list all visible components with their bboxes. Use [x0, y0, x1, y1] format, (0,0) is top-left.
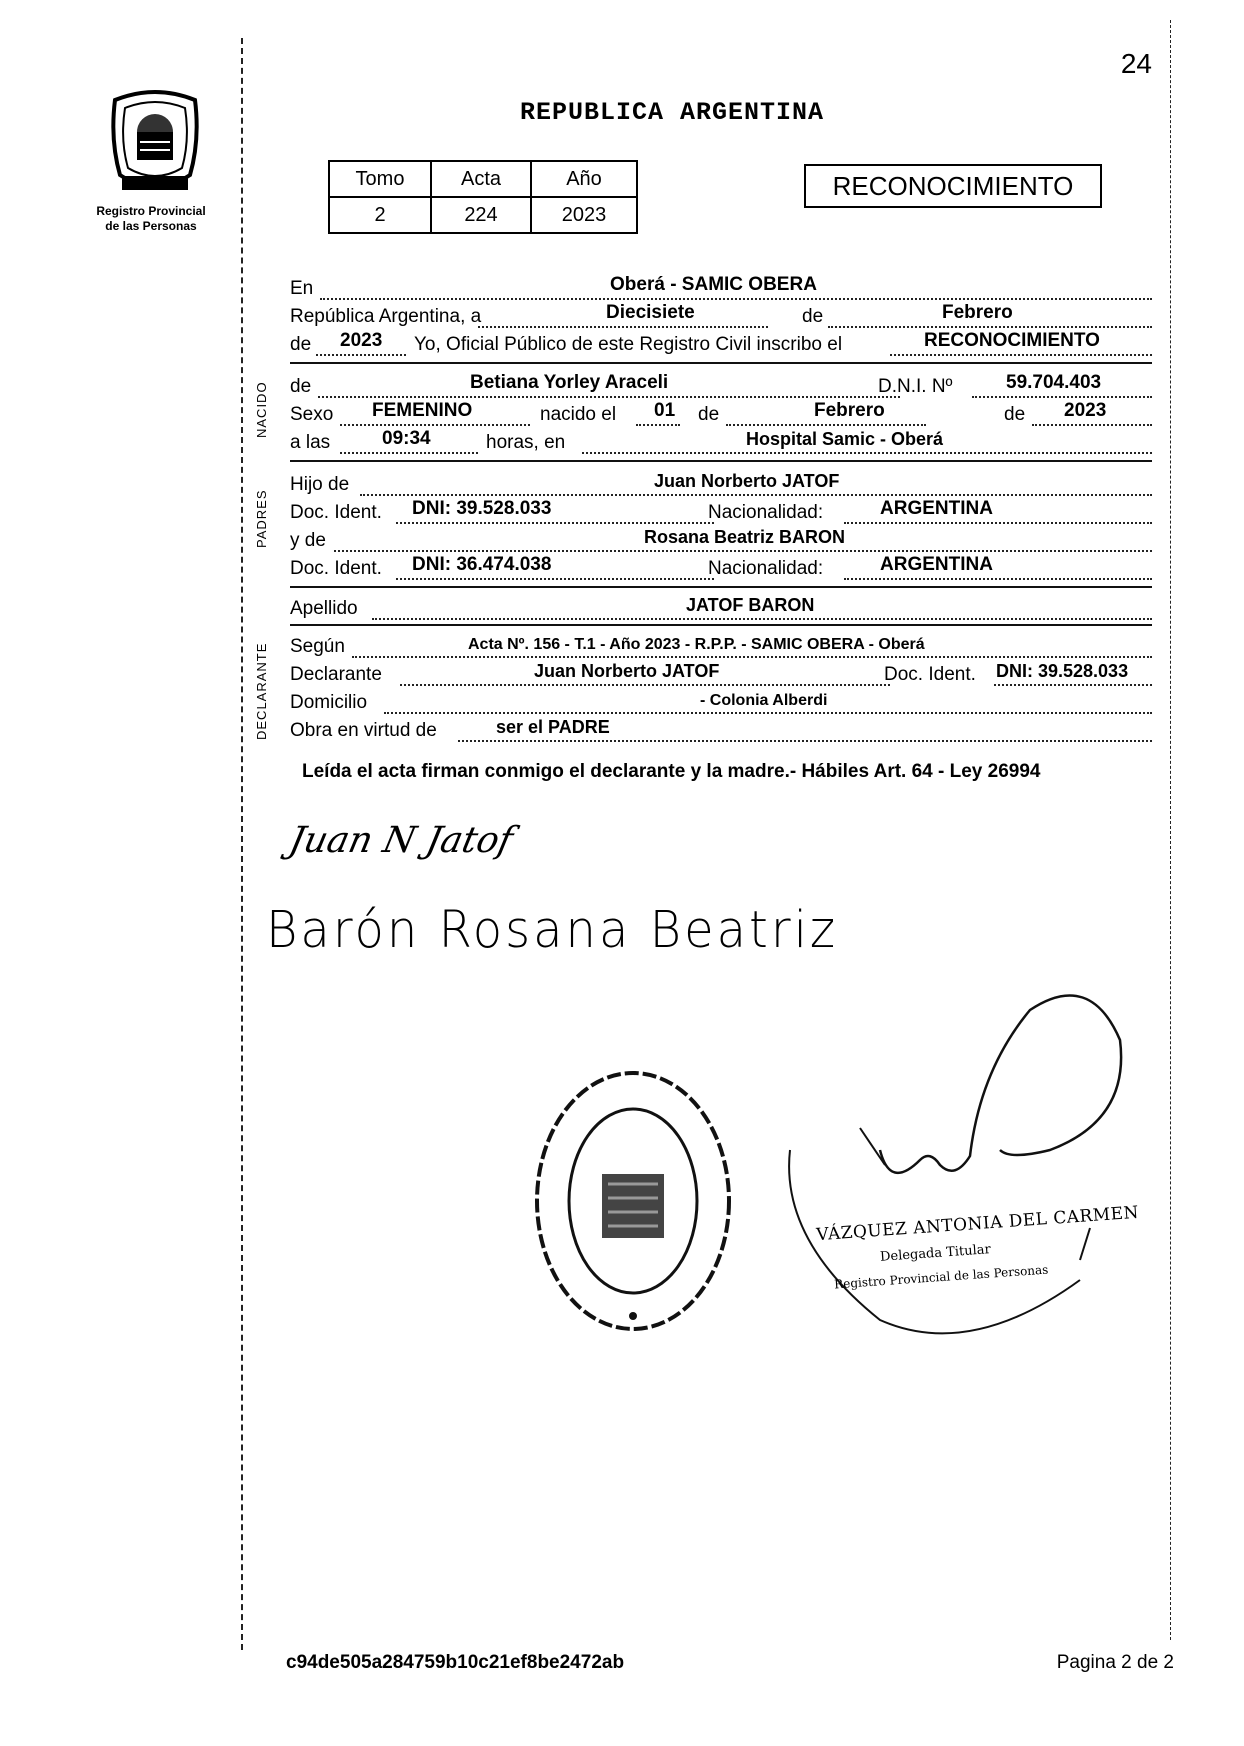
label-de3: de — [290, 376, 312, 397]
row-apellido — [290, 592, 1152, 622]
father-signature — [286, 820, 517, 861]
row-madre — [290, 524, 1152, 554]
separator-1 — [290, 362, 1152, 364]
row-sexo — [290, 398, 1152, 428]
value-segun: Acta Nº. 156 - T.1 - Año 2023 - R.P.P. - SAMIC OBERA - Oberá — [468, 636, 925, 653]
act-type-box: RECONOCIMIENTO — [804, 164, 1102, 208]
value-doc3: DNI: 39.528.033 — [996, 661, 1129, 681]
label-nacido: nacido el — [540, 404, 617, 425]
value-hora: 09:34 — [382, 428, 431, 449]
label-nac2: Nacionalidad: — [708, 558, 824, 579]
separator-4 — [290, 624, 1152, 626]
side-label-nacido: NACIDO — [254, 381, 269, 438]
official-name: VÁZQUEZ ANTONIA DEL CARMEN — [815, 1202, 1140, 1246]
value-tomo: 2 — [329, 197, 431, 233]
value-apellido: JATOF BARON — [686, 595, 815, 615]
official-role: Delegada Titular — [879, 1242, 992, 1265]
value-declarante: Juan Norberto JATOF — [534, 661, 720, 681]
label-en: En — [290, 278, 314, 299]
separator-2 — [290, 460, 1152, 462]
value-sexo: FEMENINO — [372, 400, 473, 421]
closing-text: Leída el acta firman conmigo el declarante y la madre.- Hábiles Art. 64 - Ley 26994 — [302, 761, 1041, 782]
official-signature-stamp — [760, 980, 1140, 1360]
value-nac2: ARGENTINA — [880, 554, 993, 575]
row-segun — [290, 630, 1152, 660]
header-tomo: Tomo — [329, 161, 431, 197]
mother-signature-text: Barón Rosana Beatriz — [266, 900, 839, 960]
label-de5: de — [1004, 404, 1026, 425]
father-signature-text: Juan N Jatof — [285, 820, 517, 861]
label-doc3: Doc. Ident. — [884, 664, 976, 685]
document-hash: c94de505a284759b10c21ef8be2472ab — [286, 1652, 625, 1673]
value-madre: Rosana Beatriz BARON — [644, 527, 846, 547]
label-yde: y de — [290, 530, 326, 551]
value-obra: ser el PADRE — [496, 717, 610, 737]
value-nac-mes: Febrero — [814, 400, 885, 421]
row-anio-tipo — [290, 328, 1152, 358]
header-acta: Acta — [431, 161, 531, 197]
agency-line1: Registro Provincial — [96, 204, 206, 218]
label-domicilio: Domicilio — [290, 692, 368, 713]
label-doc1: Doc. Ident. — [290, 502, 382, 523]
value-doc1: DNI: 39.528.033 — [412, 498, 552, 519]
value-dia: Diecisiete — [606, 302, 695, 323]
label-obra: Obra en virtud de — [290, 720, 437, 741]
label-de2: de — [290, 334, 312, 355]
value-mes: Febrero — [942, 302, 1013, 323]
row-obra — [290, 714, 1152, 744]
register-table — [328, 160, 638, 234]
value-lugar: Hospital Samic - Oberá — [746, 429, 944, 449]
row-domicilio — [290, 686, 1152, 716]
row-hijo — [290, 468, 1152, 498]
label-declarante: Declarante — [290, 664, 382, 685]
label-de4: de — [698, 404, 720, 425]
official-seal — [528, 1066, 738, 1336]
row-declarante — [290, 658, 1152, 688]
side-label-declarante: DECLARANTE — [254, 642, 269, 740]
label-horas: horas, en — [486, 432, 566, 453]
header-anio: Año — [531, 161, 637, 197]
label-alas: a las — [290, 432, 331, 453]
value-nac-anio: 2023 — [1064, 400, 1107, 421]
value-dni: 59.704.403 — [1006, 372, 1102, 393]
label-nac1: Nacionalidad: — [708, 502, 824, 523]
value-nombre: Betiana Yorley Araceli — [470, 372, 669, 393]
label-republica: República Argentina, a — [290, 306, 482, 327]
value-anio: 2023 — [531, 197, 637, 233]
separator-3 — [290, 586, 1152, 588]
right-margin-line — [1170, 20, 1171, 1640]
side-label-padres: PADRES — [254, 489, 269, 548]
label-de: de — [802, 306, 824, 327]
value-padre: Juan Norberto JATOF — [654, 471, 840, 491]
country-title: REPUBLICA ARGENTINA — [520, 98, 825, 127]
row-doc2 — [290, 552, 1152, 582]
label-dni: D.N.I. Nº — [878, 376, 953, 397]
value-en: Oberá - SAMIC OBERA — [610, 274, 817, 295]
label-apellido: Apellido — [290, 598, 358, 619]
value-domicilio: - Colonia Alberdi — [700, 692, 828, 709]
left-margin-line — [241, 38, 243, 1650]
page-number: 24 — [1120, 48, 1152, 79]
label-doc2: Doc. Ident. — [290, 558, 382, 579]
official-office: Registro Provincial de las Personas — [833, 1262, 1049, 1292]
agency-line2: de las Personas — [105, 219, 197, 233]
row-hora — [290, 426, 1152, 456]
label-oficial: Yo, Oficial Público de este Registro Civil inscribo el — [414, 334, 843, 355]
province-emblem — [100, 80, 210, 200]
value-tipo: RECONOCIMIENTO — [924, 330, 1100, 351]
value-anio: 2023 — [340, 330, 383, 351]
value-nac-dia: 01 — [654, 400, 676, 421]
row-doc1 — [290, 496, 1152, 526]
label-segun: Según — [290, 636, 345, 657]
row-en — [290, 272, 1152, 302]
row-fecha — [290, 300, 1152, 330]
value-nac1: ARGENTINA — [880, 498, 993, 519]
mother-signature — [266, 901, 838, 960]
value-acta: 224 — [431, 197, 531, 233]
value-doc2: DNI: 36.474.038 — [412, 554, 552, 575]
agency-caption — [76, 204, 226, 234]
row-nombre — [290, 370, 1152, 400]
page-info: Pagina 2 de 2 — [1056, 1652, 1174, 1673]
label-sexo: Sexo — [290, 404, 334, 425]
label-hijo: Hijo de — [290, 474, 350, 495]
